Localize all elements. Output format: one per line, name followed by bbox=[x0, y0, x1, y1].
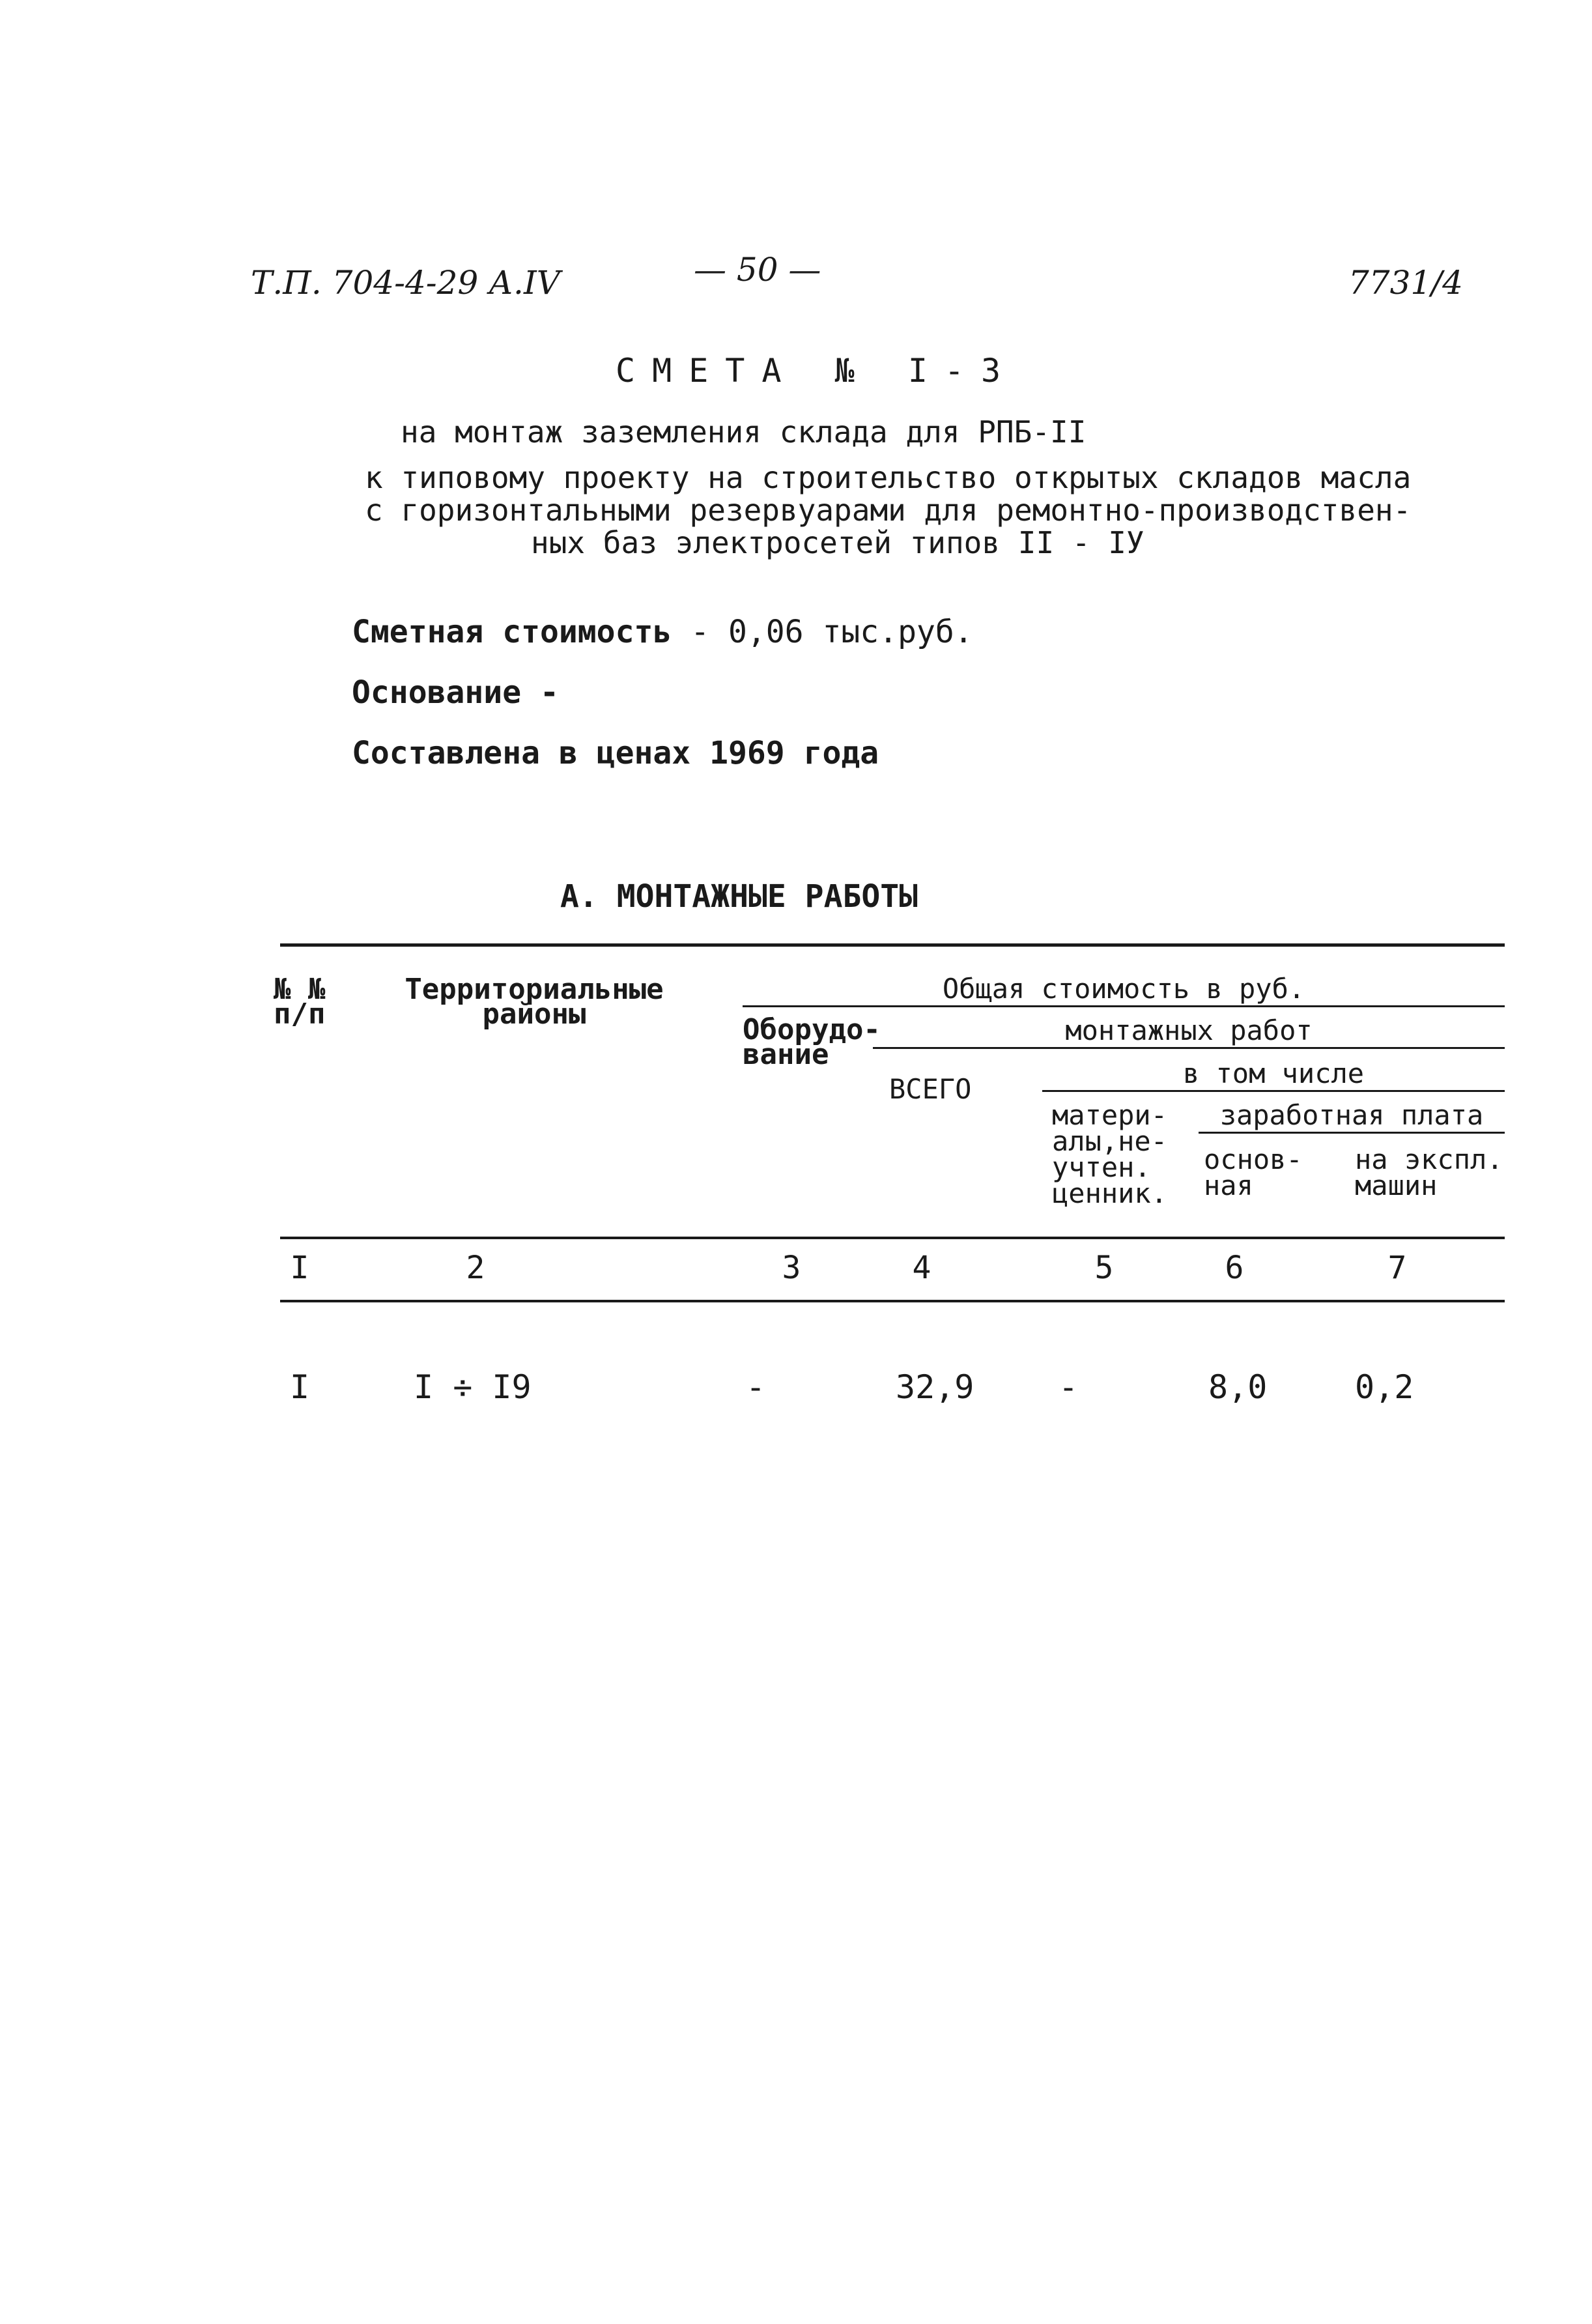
document-code-right: 7731/4 bbox=[1348, 264, 1463, 302]
page-number: — 50 — bbox=[694, 251, 821, 289]
column-number-5: 5 bbox=[1094, 1250, 1114, 1286]
header-wages-rule bbox=[1199, 1132, 1505, 1134]
section-title: А. МОНТАЖНЫЕ РАБОТЫ bbox=[560, 878, 918, 915]
column-number-7: 7 bbox=[1387, 1250, 1407, 1286]
column-number-4: 4 bbox=[912, 1250, 931, 1286]
header-including-rule bbox=[1042, 1090, 1505, 1092]
header-basic-wage: основ- ная bbox=[1204, 1143, 1303, 1201]
document-subtitle-line-3: с горизонтальными резервуарами для ремонтно-производствен- bbox=[365, 493, 1412, 528]
row-num: I bbox=[289, 1368, 310, 1406]
header-total-cost: Общая стоимость в руб. bbox=[942, 973, 1305, 1005]
document-code: Т.П. 704-4-29 А.IV bbox=[251, 264, 560, 302]
header-wages: заработная плата bbox=[1219, 1099, 1484, 1131]
row-all: 32,9 bbox=[896, 1368, 974, 1406]
header-installation: монтажных работ bbox=[1065, 1014, 1313, 1046]
basis-line: Основание - bbox=[352, 674, 559, 711]
column-number-3: 3 bbox=[782, 1250, 801, 1286]
column-number-6: 6 bbox=[1225, 1250, 1244, 1286]
row-materials: - bbox=[1058, 1368, 1079, 1406]
header-total-cost-rule bbox=[743, 1005, 1505, 1007]
estimated-cost bbox=[352, 614, 973, 650]
document-title: СМЕТА № I-3 bbox=[616, 352, 1018, 390]
estimated-cost-label: Сметная стоимость bbox=[352, 614, 672, 650]
header-machine-wage: на экспл. машин bbox=[1355, 1143, 1503, 1201]
document-subtitle-line-2: к типовому проекту на строительство открытых складов масла bbox=[365, 460, 1412, 495]
header-including: в том числе bbox=[1182, 1057, 1365, 1089]
table-row bbox=[0, 1368, 1592, 1420]
document-subtitle-line-1: на монтаж заземления склада для РПБ-II bbox=[401, 414, 1087, 450]
estimated-cost-value: - 0,06 тыс.руб. bbox=[690, 614, 973, 650]
row-basic-wage: 8,0 bbox=[1208, 1368, 1268, 1406]
header-all: ВСЕГО bbox=[889, 1073, 972, 1105]
row-equipment: - bbox=[745, 1368, 766, 1406]
column-number-2: 2 bbox=[466, 1250, 485, 1286]
row-machine-wage: 0,2 bbox=[1355, 1368, 1414, 1406]
header-num: № № п/п bbox=[274, 973, 326, 1031]
compiled-line: Составлена в ценах 1969 года bbox=[352, 735, 879, 771]
header-bottom-rule bbox=[280, 1237, 1505, 1239]
header-equipment: Оборудо- вание bbox=[743, 1013, 881, 1071]
column-number-1: I bbox=[290, 1250, 309, 1286]
document-subtitle-line-4: ных баз электросетей типов II - IУ bbox=[531, 525, 1144, 560]
table-top-rule bbox=[280, 943, 1505, 947]
column-numbers-rule bbox=[280, 1300, 1505, 1302]
header-region: Территориальные районы bbox=[405, 973, 664, 1031]
header-materials: матери- алы,не- учтен. ценник. bbox=[1052, 1099, 1168, 1209]
row-region: I ÷ I9 bbox=[414, 1368, 532, 1406]
header-installation-rule bbox=[873, 1047, 1505, 1049]
